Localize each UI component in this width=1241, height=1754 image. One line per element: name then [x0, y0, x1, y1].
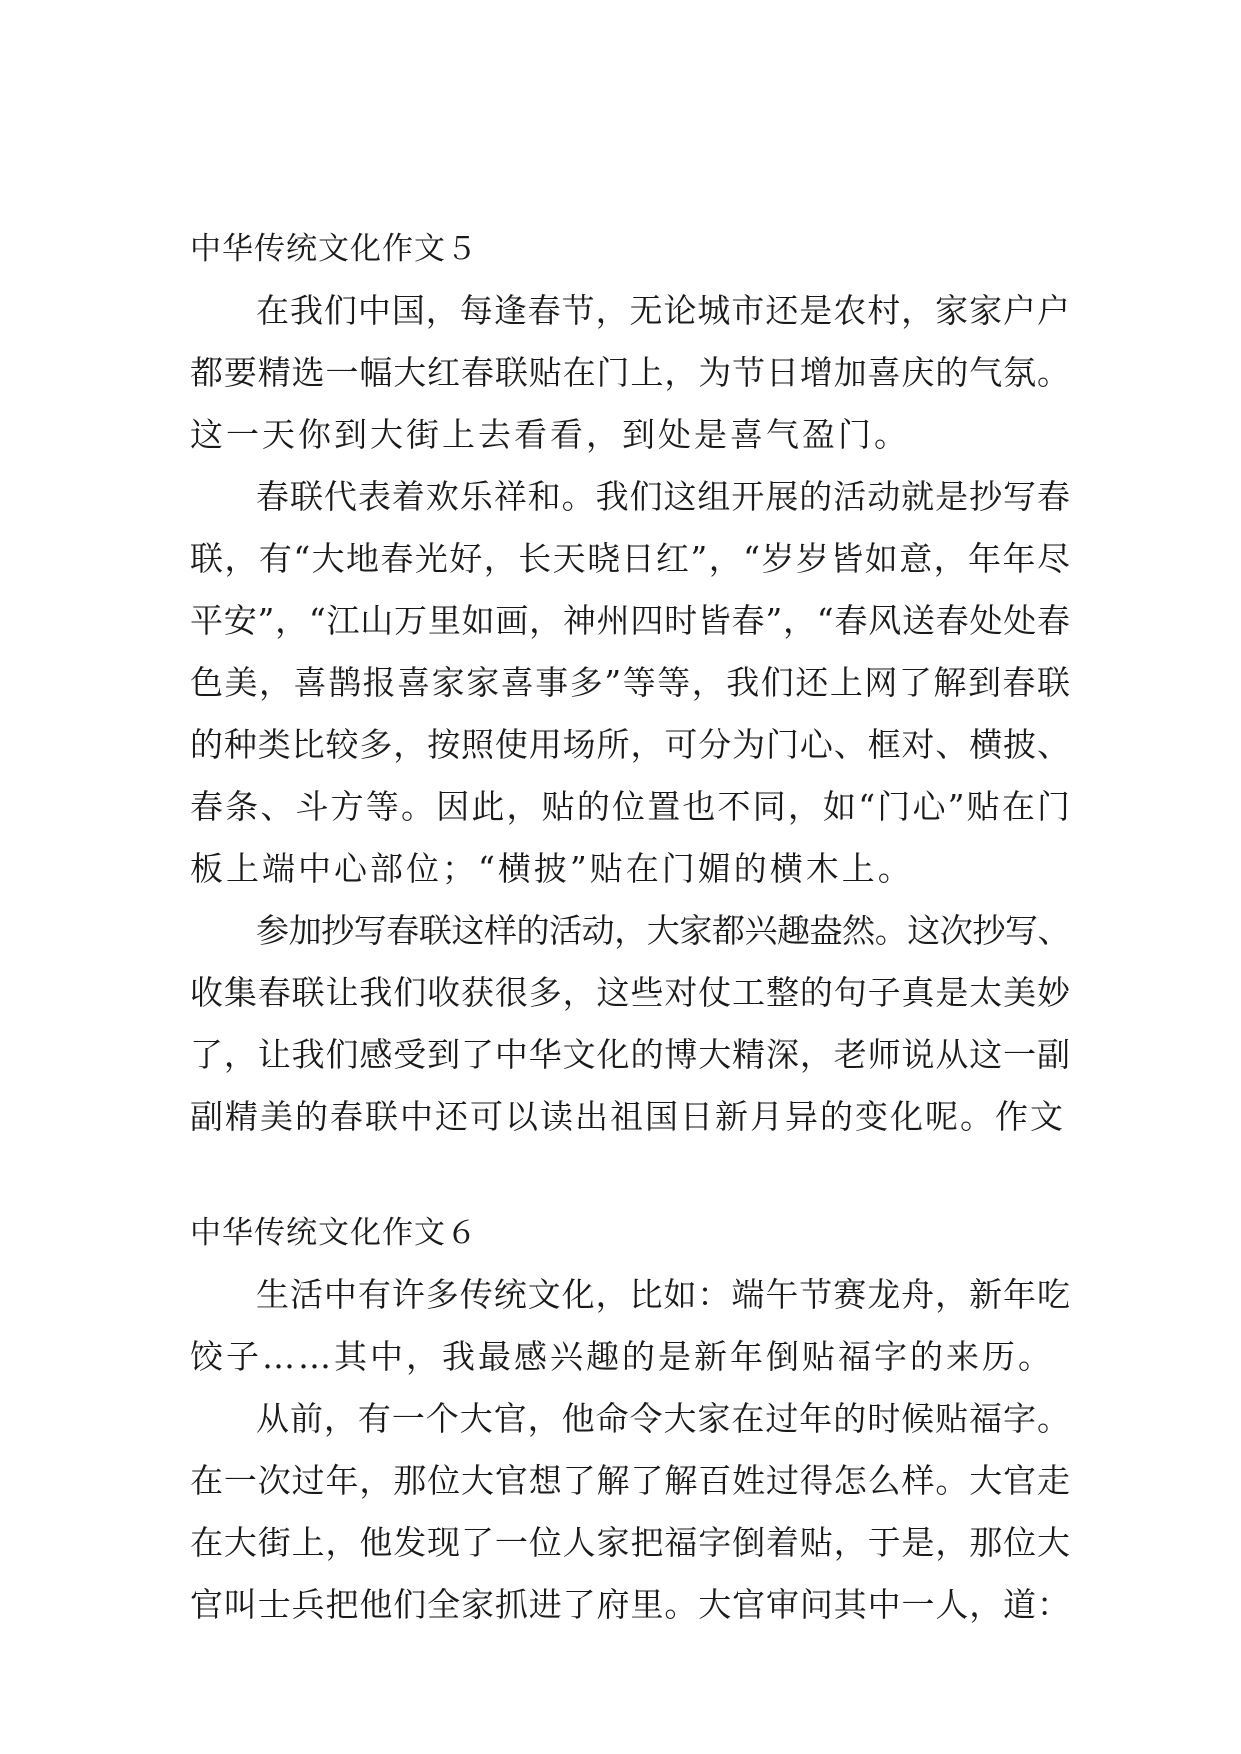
- text-line: 板上端中心部位；“横披”贴在门媚的横木上。: [190, 849, 914, 888]
- text-line: 从前，有一个大官，他命令大家在过年的时候贴福字。: [256, 1399, 1070, 1438]
- text-line: 都要精选一幅大红春联贴在门上，为节日增加喜庆的气氛。: [190, 353, 1070, 392]
- text-line: 饺子……其中，我最感兴趣的是新年倒贴福字的来历。: [190, 1337, 1054, 1376]
- paragraph: [190, 900, 1070, 1148]
- text-line: 这一天你到大街上去看看，到处是喜气盈门。: [190, 415, 910, 454]
- document-page: [190, 218, 1070, 1636]
- essay-title: 中华传统文化作文６: [190, 1215, 478, 1251]
- text-line: 联，有“大地春光好，长天晓日红”，“岁岁皆如意，年年尽: [190, 539, 1070, 578]
- paragraph: [190, 1264, 1070, 1388]
- text-line: 在我们中国，每逢春节，无论城市还是农村，家家户户: [256, 291, 1070, 330]
- text-line: 副精美的春联中还可以读出祖国日新月异的变化呢。作文: [190, 1097, 1065, 1136]
- paragraph: [190, 280, 1070, 466]
- text-line: 春条、斗方等。因此，贴的位置也不同，如“门心”贴在门: [190, 787, 1070, 826]
- paragraph: [190, 1388, 1070, 1636]
- text-line: 参加抄写春联这样的活动，大家都兴趣盎然。这次抄写、: [256, 911, 1070, 950]
- text-line: 在大街上，他发现了一位人家把福字倒着贴，于是，那位大: [190, 1523, 1070, 1562]
- essay-title: 中华传统文化作文５: [190, 231, 478, 267]
- text-line: 生活中有许多传统文化，比如：端午节赛龙舟，新年吃: [256, 1275, 1070, 1314]
- essay-5: [190, 218, 1070, 1148]
- text-line: 色美，喜鹊报喜家家喜事多”等等，我们还上网了解到春联: [190, 663, 1070, 702]
- text-line: 收集春联让我们收获很多，这些对仗工整的句子真是太美妙: [190, 973, 1070, 1012]
- text-line: 平安”，“江山万里如画，神州四时皆春”，“春风送春处处春: [190, 601, 1070, 640]
- essay-6: [190, 1202, 1070, 1636]
- paragraph: [190, 466, 1070, 900]
- text-line: 的种类比较多，按照使用场所，可分为门心、框对、横披、: [190, 725, 1070, 764]
- text-line: 了，让我们感受到了中华文化的博大精深，老师说从这一副: [190, 1035, 1070, 1074]
- text-line: 春联代表着欢乐祥和。我们这组开展的活动就是抄写春: [256, 477, 1070, 516]
- text-line: 在一次过年，那位大官想了解了解百姓过得怎么样。大官走: [190, 1461, 1070, 1500]
- text-line: 官叫士兵把他们全家抓进了府里。大官审问其中一人，道：: [190, 1585, 1070, 1624]
